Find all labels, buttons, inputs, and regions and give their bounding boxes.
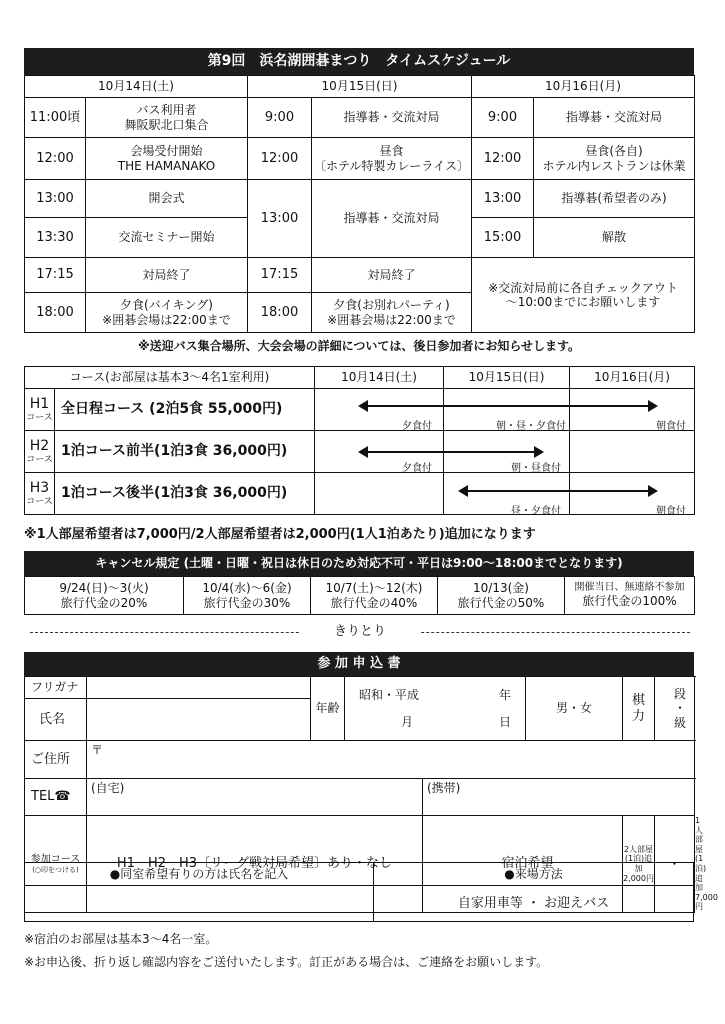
day-header: 10月15日(日) (248, 76, 472, 98)
cancel-item: 10/4(水)～6(金) 旅行代金の30% (184, 577, 311, 615)
stay-label: 宿泊希望 (423, 816, 623, 913)
roommate-input[interactable] (24, 885, 374, 922)
time-cell: 15:00 (472, 218, 534, 258)
course-table (24, 366, 695, 515)
time-cell: 13:00 (248, 180, 312, 258)
time-cell: 18:00 (248, 293, 312, 333)
time-cell: 12:00 (248, 138, 312, 180)
course-options[interactable]: H1 H2 H3〔リーグ戦対局希望〕あり・なし (87, 816, 423, 913)
mobile-phone-input[interactable]: (携帯) (423, 779, 695, 816)
cancel-title: キャンセル規定 (土曜・日曜・祝日は休日のため対応不可・平日は9:00～18:00までとなります) (24, 551, 694, 576)
kiryoku-label: 棋力 (623, 677, 655, 741)
h3-arrow (460, 490, 656, 492)
meal-label: 昼・夕食付 (511, 506, 561, 517)
age-label: 年齢 (311, 677, 345, 741)
form-title: 参 加 申 込 書 (24, 652, 694, 676)
time-cell: 17:15 (25, 258, 86, 293)
room-note: ※1人部屋希望者は7,000円/2人部屋希望者は2,000円(1人1泊あたり)追加になります (24, 527, 536, 542)
course-name: 1泊コース後半(1泊3食 36,000円) (55, 473, 315, 515)
roommate-header: ●同室希望有りの方は氏名を記入 (24, 862, 374, 886)
event-cell: 指導碁・交流対局 (312, 180, 472, 258)
month-label: 月 (401, 714, 414, 729)
address-input[interactable]: 〒 (87, 741, 695, 779)
meal-label: 朝・昼食付 (511, 463, 561, 474)
event-cell: 会場受付開始 THE HAMANAKO (86, 138, 248, 180)
transport-options[interactable]: 自家用車等 ・ お迎えバス (373, 885, 694, 922)
cancel-item: 開催当日、無連絡不参加 旅行代金の100% (565, 577, 695, 615)
tel-label: TEL☎ (25, 779, 87, 816)
name-label: 氏名 (25, 699, 87, 741)
separator-dot: ・ (655, 816, 695, 913)
event-cell: 対局終了 (86, 258, 248, 293)
course-name: 全日程コース (2泊5食 55,000円) (55, 389, 315, 431)
note-confirmation: ※お申込後、折り返し確認内容をご送付いたします。訂正がある場合は、ご連絡をお願いします。 (24, 955, 549, 969)
year-label: 年 (499, 688, 512, 703)
time-cell: 13:00 (25, 180, 86, 218)
home-phone-input[interactable]: (自宅) (87, 779, 423, 816)
h1-arrow (360, 405, 656, 407)
day-label: 日 (499, 714, 512, 729)
event-cell: 解散 (534, 218, 695, 258)
course-code: H2 コース (25, 431, 55, 473)
cancel-item: 9/24(日)～3(火) 旅行代金の20% (25, 577, 184, 615)
time-cell: 12:00 (472, 138, 534, 180)
time-cell: 12:00 (25, 138, 86, 180)
transport-header: ●来場方法 (373, 862, 694, 886)
address-label: ご住所 (25, 741, 87, 779)
era-label: 昭和・平成 (359, 688, 420, 703)
day-header: 10月15日(日) (444, 367, 570, 389)
course-code: H1 コース (25, 389, 55, 431)
event-cell: 交流セミナー開始 (86, 218, 248, 258)
birthdate-field[interactable] (345, 677, 526, 741)
time-cell: 13:00 (472, 180, 534, 218)
course-code: H3 コース (25, 473, 55, 515)
schedule-footnote: ※送迎バス集合場所、大会会場の詳細については、後日参加者にお知らせします。 (137, 338, 581, 353)
event-cell: 夕食(お別れパーティ) ※囲碁会場は22:00まで (312, 293, 472, 333)
day-header: 10月16日(月) (472, 76, 695, 98)
event-cell: 指導碁・交流対局 (312, 98, 472, 138)
time-cell: 17:15 (248, 258, 312, 293)
meal-label: 夕食付 (402, 463, 432, 474)
gender-select[interactable]: 男・女 (526, 677, 623, 741)
course-label: 参加コース (○印をつける) (25, 816, 87, 913)
schedule-table (24, 75, 695, 333)
meal-label: 朝食付 (656, 506, 686, 517)
time-cell: 11:00頃 (25, 98, 86, 138)
event-cell: 指導碁(希望者のみ) (534, 180, 695, 218)
cancel-table (24, 576, 695, 615)
event-cell: 夕食(バイキング) ※囲碁会場は22:00まで (86, 293, 248, 333)
course-header: コース(お部屋は基本3～4名1室利用) (25, 367, 315, 389)
meal-label: 夕食付 (402, 421, 432, 432)
h2-arrow (360, 451, 542, 453)
name-input[interactable] (87, 699, 311, 741)
event-cell: 開会式 (86, 180, 248, 218)
meal-label: 朝・昼・夕食付 (496, 421, 566, 432)
event-cell: 昼食 〔ホテル特製カレーライス〕 (312, 138, 472, 180)
meal-label: 朝食付 (656, 421, 686, 432)
furigana-label: フリガナ (25, 677, 87, 699)
event-cell: 昼食(各自) ホテル内レストランは休業 (534, 138, 695, 180)
cancel-item: 10/13(金) 旅行代金の50% (438, 577, 565, 615)
event-cell: バス利用者 舞阪駅北口集合 (86, 98, 248, 138)
event-cell: 指導碁・交流対局 (534, 98, 695, 138)
rank-field[interactable]: 段 ・ 級 (655, 677, 695, 741)
time-cell: 9:00 (472, 98, 534, 138)
checkout-note: ※交流対局前に各自チェックアウト ～10:00までにお願いします (472, 258, 695, 333)
time-cell: 9:00 (248, 98, 312, 138)
day-header: 10月14日(土) (315, 367, 444, 389)
time-cell: 13:30 (25, 218, 86, 258)
course-name: 1泊コース前半(1泊3食 36,000円) (55, 431, 315, 473)
two-room-option[interactable]: 2人部屋 (1泊)追加 2,000円 (623, 816, 655, 913)
furigana-input[interactable] (87, 677, 311, 699)
cut-label: きりとり (300, 622, 420, 642)
note-room: ※宿泊のお部屋は基本3～4名一室。 (24, 932, 218, 946)
cancel-item: 10/7(土)～12(木) 旅行代金の40% (311, 577, 438, 615)
schedule-title: 第9回 浜名湖囲碁まつり タイムスケジュール (24, 48, 694, 75)
time-cell: 18:00 (25, 293, 86, 333)
event-cell: 対局終了 (312, 258, 472, 293)
day-header: 10月16日(月) (570, 367, 695, 389)
day-header: 10月14日(土) (25, 76, 248, 98)
